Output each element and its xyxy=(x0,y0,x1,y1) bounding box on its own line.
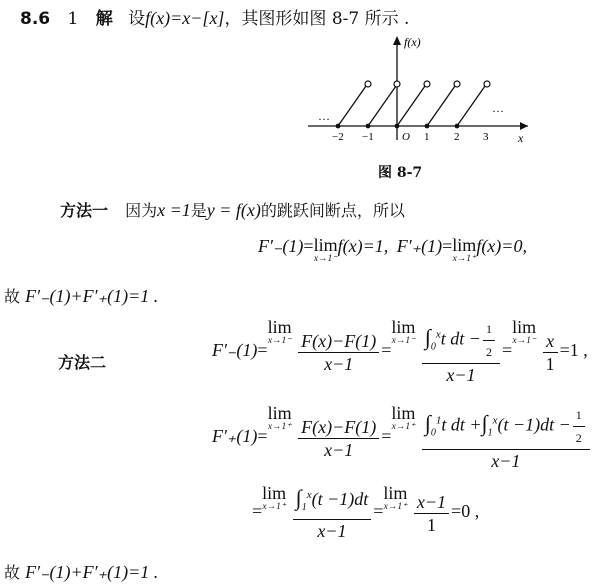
method1-text-mid: 是 xyxy=(190,201,207,220)
intro-suffix: ，其图形如图 8-7 所示 . xyxy=(224,9,410,29)
reduced-integral-denominator: x−1 xyxy=(317,521,347,541)
lim-text: lim xyxy=(383,483,408,503)
second-integrand: (t −1)dt − xyxy=(497,414,571,435)
lim-text: lim xyxy=(391,317,416,337)
method1-conclusion xyxy=(4,284,158,307)
method1-text-pre: 因为 xyxy=(125,201,158,220)
intro-function: f(x)=x−[x] xyxy=(145,8,225,28)
figure-caption: 图 8-7 xyxy=(378,165,423,181)
right-derivative-label: F′₊(1) xyxy=(212,426,258,447)
half-denominator: 2 xyxy=(575,431,582,445)
problem-part: 1 xyxy=(67,9,79,29)
final-denominator: 1 xyxy=(426,514,436,535)
reduced-integral-numerator: $\int_1^x(t -1)dt$ xyxy=(293,484,372,520)
tick-label: 1 xyxy=(424,131,430,143)
simplified-denominator: 1 xyxy=(545,353,555,374)
lim-text: lim xyxy=(512,317,537,337)
lim-subscript: x→1⁺ xyxy=(391,422,416,432)
problem-header xyxy=(20,4,409,29)
half-denominator: 2 xyxy=(485,345,492,359)
lim-text: lim xyxy=(262,483,287,503)
conclusion-prefix: 故 xyxy=(4,563,21,582)
split-integral-denominator: x−1 xyxy=(491,451,521,471)
method1-function: y = f(x) xyxy=(206,200,261,220)
method1-label: 方法一 xyxy=(60,201,109,220)
open-dot xyxy=(394,81,400,87)
filled-dot xyxy=(425,124,430,129)
lim-text: lim xyxy=(267,403,292,423)
integral-denominator: x−1 xyxy=(446,365,476,385)
split-integral-numerator: $\int_0^1t$ dt $+\int_1^x(t -1)dt$ − $\frac{1}{2}$ xyxy=(422,404,590,450)
ellipsis-left: … xyxy=(318,109,330,123)
lim-subscript: x→1⁻ xyxy=(512,336,536,346)
filled-dot xyxy=(366,124,371,129)
limit-left xyxy=(268,318,292,346)
open-dot xyxy=(454,81,460,87)
half-numerator: 1 xyxy=(483,318,495,341)
half-fraction xyxy=(483,318,495,363)
limit-right xyxy=(391,404,415,432)
left-derivative-value: f(x)=1, xyxy=(337,236,389,256)
right-result: =0 , xyxy=(451,501,480,522)
lim-text: lim xyxy=(267,317,292,337)
limit-left xyxy=(391,318,415,346)
difference-denominator: x−1 xyxy=(324,353,354,374)
difference-quotient xyxy=(298,330,379,375)
limit-right xyxy=(383,484,407,512)
method1-text-post: 的跳跃间断点，所以 xyxy=(260,201,405,220)
limit-right xyxy=(262,484,286,512)
simplified-numerator: x xyxy=(543,330,558,353)
tick-label: −1 xyxy=(362,131,374,143)
origin-label: O xyxy=(402,131,410,143)
first-integrand: t dt + xyxy=(441,414,482,435)
final-numerator: x−1 xyxy=(414,491,449,514)
filled-dot xyxy=(395,124,400,129)
conclusion-formula: F′₋(1)+F′₊(1)=1 . xyxy=(25,286,159,306)
reduced-integral-quotient xyxy=(293,484,372,542)
lim-subscript: x→1⁺ xyxy=(267,422,292,432)
tick-label: 3 xyxy=(483,131,489,143)
method2-right-derivative-continued: =lim x→1⁺ $\frac{\int_1^x(t -1)dt}{x-1}$ =lim x→1⁺ $\frac{x-1}{1}$ =0 , xyxy=(252,483,480,541)
right-derivative-label: F′₊(1) xyxy=(396,236,443,256)
method2-right-derivative: F′₊(1)=lim x→1⁺ $\frac{F(x)-F(1)}{x-1}$ =lim x→1⁺ $\int_0^1t$ dt $+\int_1^x(t -1)dt$ − $\frac{1}{2}$ x−1 xyxy=(212,404,592,472)
integral-sign: ∫ xyxy=(481,410,488,436)
lim-subscript: x→1⁺ xyxy=(452,254,477,264)
segment xyxy=(338,86,366,126)
lim-text: lim xyxy=(391,403,416,423)
method1-one-sided-derivatives: F′₋(1)=lim x→1⁻ f(x)=1, F′₊(1)=lim x→1⁺ f(x)=0, xyxy=(258,235,527,264)
conclusion-formula: F′₋(1)+F′₊(1)=1 . xyxy=(25,562,159,582)
split-integral-quotient xyxy=(422,404,590,472)
limit-right xyxy=(452,236,476,264)
integrand: t dt − xyxy=(440,328,481,349)
left-result: =1 , xyxy=(559,340,588,361)
filled-dot xyxy=(336,124,341,129)
limit-left xyxy=(512,318,536,346)
integral-sign: ∫ xyxy=(424,324,431,350)
x-axis-arrow xyxy=(520,122,528,130)
open-endpoints xyxy=(365,81,490,87)
reduced-integrand: (t −1)dt xyxy=(311,489,369,509)
limit-right xyxy=(268,404,292,432)
sawtooth-graph xyxy=(300,28,540,148)
open-dot xyxy=(484,81,490,87)
method1-statement xyxy=(60,198,405,221)
lim-subscript: x→1⁺ xyxy=(383,502,408,512)
tick-label: 2 xyxy=(454,131,460,143)
integral-sign: ∫ xyxy=(295,485,302,510)
x-axis-label: x xyxy=(518,131,524,145)
lim-text: lim xyxy=(452,235,477,255)
open-dot xyxy=(365,81,371,87)
right-derivative-value: f(x)=0, xyxy=(476,236,527,256)
lim-subscript: x→1⁻ xyxy=(267,336,292,346)
method1-condition: x =1 xyxy=(157,200,191,220)
segment xyxy=(427,86,455,126)
segment xyxy=(397,86,425,126)
simplified-fraction xyxy=(543,330,558,375)
left-derivative-label: F′₋(1) xyxy=(212,340,258,361)
method2-left-derivative: F′₋(1)=lim x→1⁻ $\frac{F(x)-F(1)}{x-1}$ =lim x→1⁻ $\int_0^xt$ dt − $\frac{1}{2}$ x−1 =lim x→1⁻ $\frac{x}{1}$ =1 , xyxy=(212,317,588,385)
filled-dot xyxy=(455,124,460,129)
lim-text: lim xyxy=(313,235,338,255)
left-derivative-label: F′₋(1) xyxy=(258,236,304,256)
segment xyxy=(368,86,396,126)
difference-denominator: x−1 xyxy=(324,439,354,460)
difference-numerator: F(x)−F(1) xyxy=(298,416,379,439)
y-axis-label: f(x) xyxy=(404,35,421,49)
lim-subscript: x→1⁻ xyxy=(391,336,416,346)
lim-subscript: x→1⁺ xyxy=(262,502,286,512)
conclusion-prefix: 故 xyxy=(4,287,21,306)
integral-numerator: $\int_0^xt$ dt − $\frac{1}{2}$ xyxy=(422,318,500,364)
half-numerator: 1 xyxy=(573,404,585,427)
integral-quotient xyxy=(422,318,500,386)
half-fraction xyxy=(573,404,585,449)
method2-label: 方法二 xyxy=(58,353,107,372)
ellipsis-right: … xyxy=(492,101,504,115)
open-dot xyxy=(424,81,430,87)
difference-numerator: F(x)−F(1) xyxy=(298,330,379,353)
tick-label: −2 xyxy=(332,131,344,143)
method2-conclusion xyxy=(4,560,158,583)
segment xyxy=(457,86,485,126)
difference-quotient xyxy=(298,416,379,461)
lim-subscript: x→1⁻ xyxy=(313,254,338,264)
limit-left xyxy=(314,236,338,264)
integral-sign: ∫ xyxy=(424,410,431,436)
y-axis-arrow xyxy=(393,36,401,45)
sawtooth-segments xyxy=(338,86,485,126)
final-fraction xyxy=(414,491,449,536)
intro-prefix: 设 xyxy=(128,9,146,29)
problem-number: 8.6 xyxy=(20,9,51,29)
solution-label: 解 xyxy=(95,9,113,29)
